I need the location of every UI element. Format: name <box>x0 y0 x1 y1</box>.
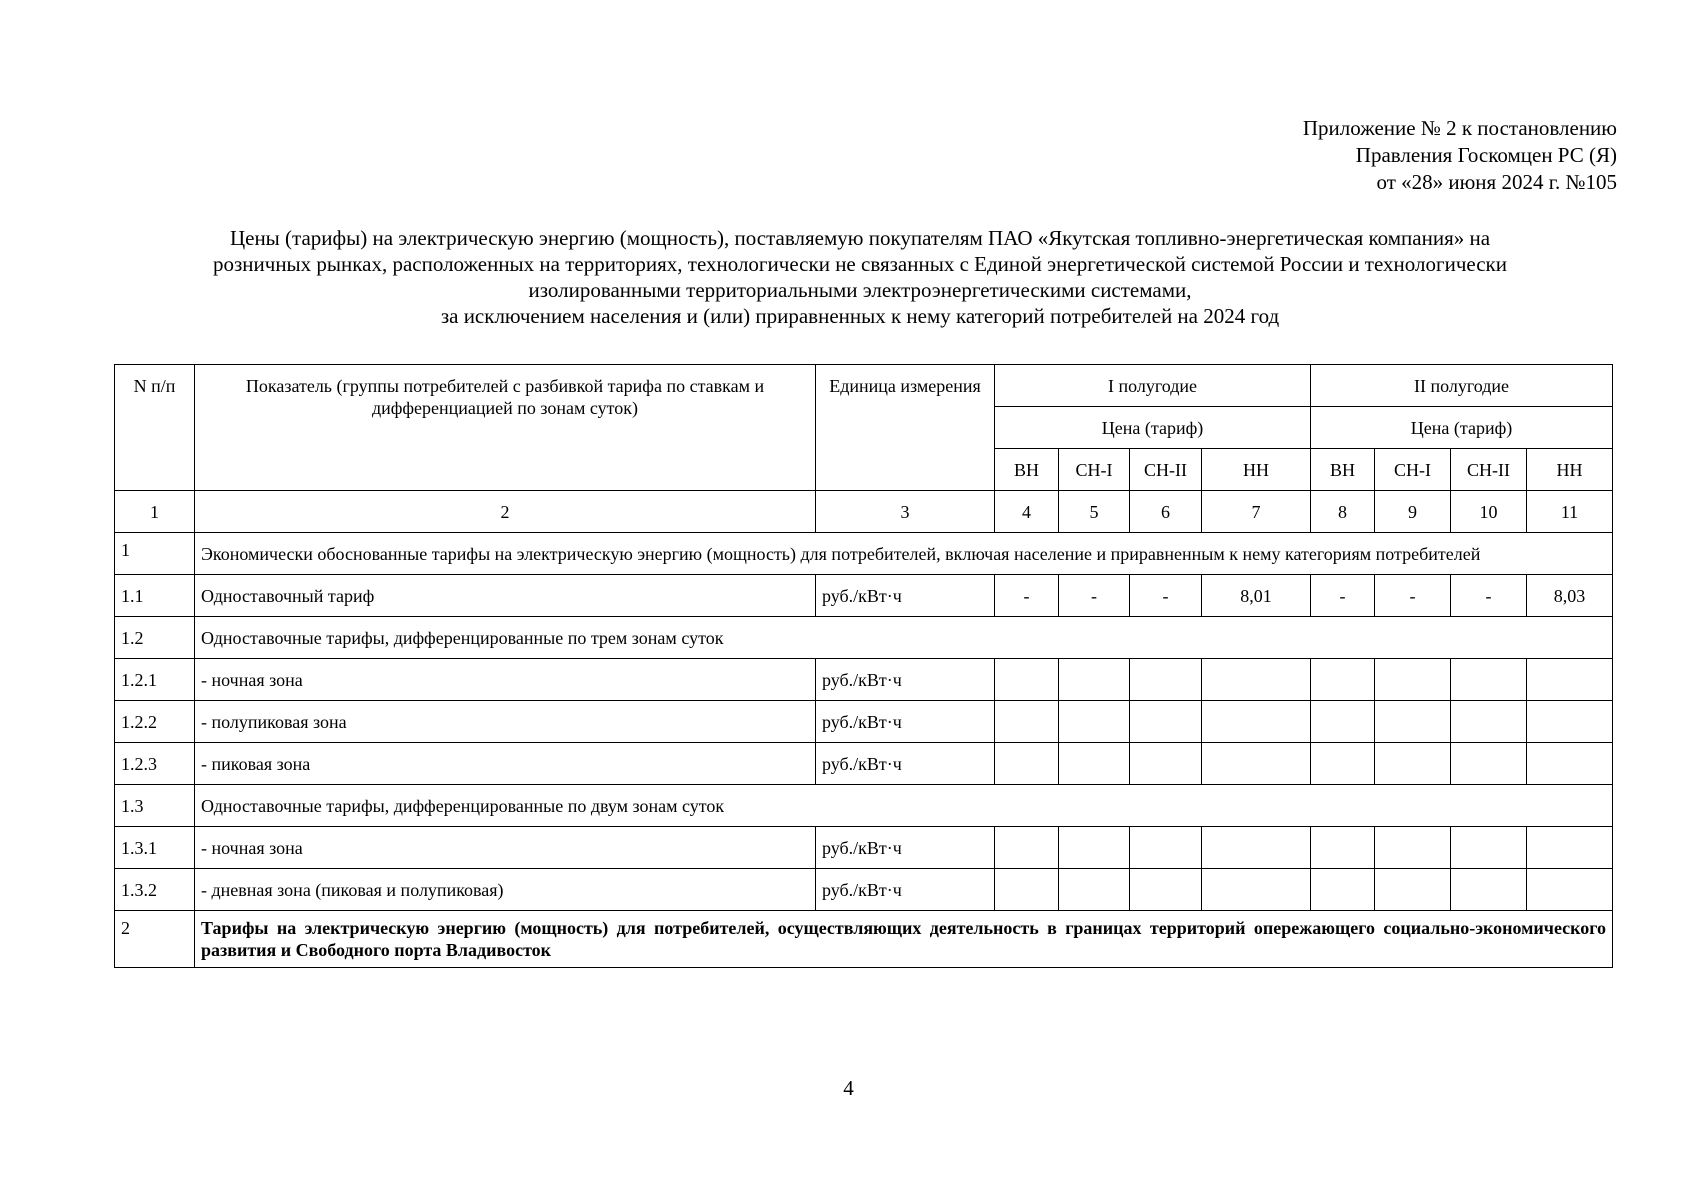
appendix-reference <box>1303 115 1617 196</box>
section-label: Одноставочные тарифы, дифференцированные по двум зонам суток <box>195 785 1613 827</box>
empty-cell <box>1130 869 1202 911</box>
empty-cell <box>995 827 1059 869</box>
row-value: - <box>1451 575 1527 617</box>
empty-cell <box>1130 743 1202 785</box>
header-row <box>115 365 1613 407</box>
empty-cell <box>1130 659 1202 701</box>
row-num: 1.2.3 <box>115 743 195 785</box>
table-row <box>115 659 1613 701</box>
row-unit: руб./кВт·ч <box>816 743 995 785</box>
header-level: ВН <box>995 449 1059 491</box>
row-label: Одноставочный тариф <box>195 575 816 617</box>
row-value: - <box>1059 575 1130 617</box>
row-value: - <box>1375 575 1451 617</box>
row-value: - <box>995 575 1059 617</box>
section-row <box>115 533 1613 575</box>
empty-cell <box>1375 869 1451 911</box>
row-num: 1.1 <box>115 575 195 617</box>
row-value: 8,01 <box>1202 575 1311 617</box>
title-line: изолированными территориальными электроэнергетическими системами, <box>528 278 1192 302</box>
empty-cell <box>1451 659 1527 701</box>
appendix-line: от «28» июня 2024 г. №105 <box>1376 170 1617 194</box>
table-row <box>115 743 1613 785</box>
col-number: 11 <box>1527 491 1613 533</box>
header-level: СН-I <box>1375 449 1451 491</box>
empty-cell <box>1059 701 1130 743</box>
empty-cell <box>1202 869 1311 911</box>
table-row <box>115 701 1613 743</box>
empty-cell <box>1311 743 1375 785</box>
empty-cell <box>995 701 1059 743</box>
row-unit: руб./кВт·ч <box>816 575 995 617</box>
empty-cell <box>1451 827 1527 869</box>
header-price1: Цена (тариф) <box>995 407 1311 449</box>
col-number: 1 <box>115 491 195 533</box>
row-num: 1.3.1 <box>115 827 195 869</box>
table-row <box>115 869 1613 911</box>
header-level: ВН <box>1311 449 1375 491</box>
col-number: 6 <box>1130 491 1202 533</box>
row-num: 1.3.2 <box>115 869 195 911</box>
row-num: 1 <box>115 533 195 575</box>
col-number: 4 <box>995 491 1059 533</box>
col-number: 9 <box>1375 491 1451 533</box>
row-num: 1.2.2 <box>115 701 195 743</box>
empty-cell <box>1059 827 1130 869</box>
title-line: за исключением населения и (или) приравненных к нему категорий потребителей на 2024 год <box>440 304 1280 328</box>
empty-cell <box>1375 659 1451 701</box>
col-number: 3 <box>816 491 995 533</box>
empty-cell <box>995 743 1059 785</box>
row-num: 1.2 <box>115 617 195 659</box>
empty-cell <box>1059 659 1130 701</box>
empty-cell <box>995 869 1059 911</box>
row-unit: руб./кВт·ч <box>816 827 995 869</box>
empty-cell <box>1527 701 1613 743</box>
row-label: - ночная зона <box>195 659 816 701</box>
row-value: 8,03 <box>1527 575 1613 617</box>
row-label: - ночная зона <box>195 827 816 869</box>
empty-cell <box>1451 743 1527 785</box>
empty-cell <box>1059 743 1130 785</box>
row-value: - <box>1311 575 1375 617</box>
appendix-line: Приложение № 2 к постановлению <box>1302 116 1617 140</box>
row-num: 1.3 <box>115 785 195 827</box>
empty-cell <box>1527 869 1613 911</box>
section-row <box>115 785 1613 827</box>
empty-cell <box>1527 743 1613 785</box>
section-row <box>115 617 1613 659</box>
empty-cell <box>1311 659 1375 701</box>
header-level: НН <box>1202 449 1311 491</box>
empty-cell <box>1202 701 1311 743</box>
header-price2: Цена (тариф) <box>1311 407 1613 449</box>
col-number: 2 <box>195 491 816 533</box>
empty-cell <box>1375 743 1451 785</box>
section-row <box>115 911 1613 968</box>
empty-cell <box>1202 659 1311 701</box>
title-line: розничных рынках, расположенных на территориях, технологически не связанных с Единой энергетической системой России и технологически <box>212 252 1507 276</box>
col-number: 10 <box>1451 491 1527 533</box>
empty-cell <box>1527 827 1613 869</box>
header-half1: I полугодие <box>995 365 1311 407</box>
table-row <box>115 827 1613 869</box>
row-label: - пиковая зона <box>195 743 816 785</box>
empty-cell <box>1527 659 1613 701</box>
row-unit: руб./кВт·ч <box>816 701 995 743</box>
header-half2: II полугодие <box>1311 365 1613 407</box>
empty-cell <box>1375 827 1451 869</box>
header-unit: Единица измерения <box>816 365 995 491</box>
col-number: 5 <box>1059 491 1130 533</box>
header-level: СН-II <box>1451 449 1527 491</box>
row-label: - полупиковая зона <box>195 701 816 743</box>
header-level: СН-II <box>1130 449 1202 491</box>
empty-cell <box>1130 701 1202 743</box>
section-label: Тарифы на электрическую энергию (мощность) для потребителей, осуществляющих деятельность в границах территорий опережающего социально-экономического развития и Свободного порта Владивосток <box>195 911 1613 968</box>
col-number: 7 <box>1202 491 1311 533</box>
header-num: N п/п <box>115 365 195 491</box>
row-unit: руб./кВт·ч <box>816 869 995 911</box>
empty-cell <box>1202 827 1311 869</box>
col-number: 8 <box>1311 491 1375 533</box>
header-indicator: Показатель (группы потребителей с разбивкой тарифа по ставкам и дифференциацией по зонам суток) <box>195 365 816 491</box>
header-level: СН-I <box>1059 449 1130 491</box>
row-value: - <box>1130 575 1202 617</box>
column-numbers-row <box>115 491 1613 533</box>
empty-cell <box>1311 827 1375 869</box>
empty-cell <box>1202 743 1311 785</box>
title-line: Цены (тарифы) на электрическую энергию (мощность), поставляемую покупателям ПАО «Якутская топливно-энергетическая компания» на <box>229 226 1491 250</box>
empty-cell <box>1311 701 1375 743</box>
row-num: 1.2.1 <box>115 659 195 701</box>
page-number: 4 <box>843 1076 854 1100</box>
empty-cell <box>1130 827 1202 869</box>
empty-cell <box>1375 701 1451 743</box>
empty-cell <box>1311 869 1375 911</box>
header-level: НН <box>1527 449 1613 491</box>
empty-cell <box>1059 869 1130 911</box>
section-label: Экономически обоснованные тарифы на электрическую энергию (мощность) для потребителей, включая население и приравненным к нему категориям потребителей <box>195 533 1613 575</box>
table-row <box>115 575 1613 617</box>
row-unit: руб./кВт·ч <box>816 659 995 701</box>
empty-cell <box>1451 701 1527 743</box>
empty-cell <box>1451 869 1527 911</box>
empty-cell <box>995 659 1059 701</box>
tariff-table <box>114 364 1613 968</box>
row-label: - дневная зона (пиковая и полупиковая) <box>195 869 816 911</box>
document-title <box>110 225 1610 329</box>
row-num: 2 <box>115 911 195 968</box>
section-label: Одноставочные тарифы, дифференцированные по трем зонам суток <box>195 617 1613 659</box>
appendix-line: Правления Госкомцен РС (Я) <box>1355 143 1617 167</box>
